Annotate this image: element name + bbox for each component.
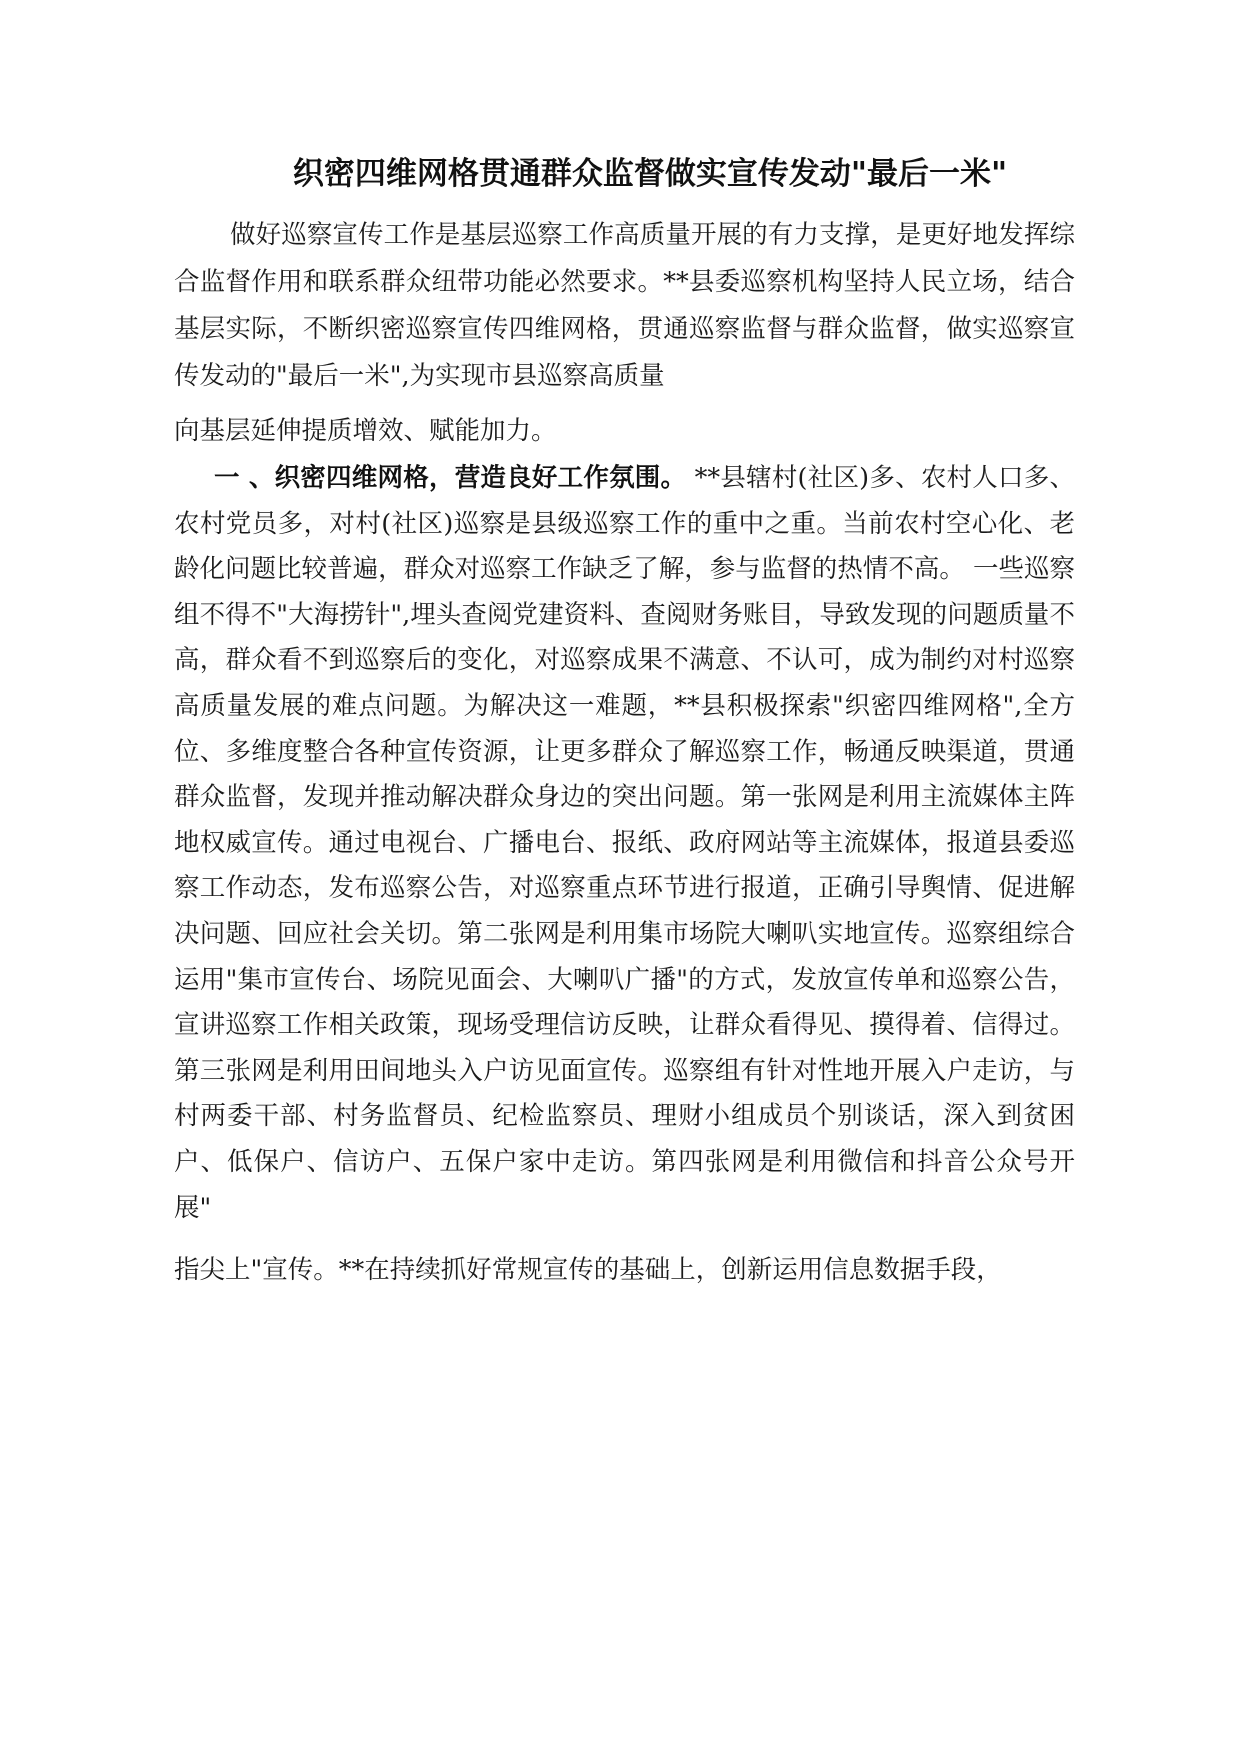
intro-paragraph: 做好巡察宣传工作是基层巡察工作高质量开展的有力支撑，是更好地发挥综合监督作用和联系群众纽带功能必然要求。**县委巡察机构坚持人民立场，结合基层实际，不断织密巡察宣传四维网格，贯通巡察监督与群众监督，做实巡察宣传发动的"最后一米",为实现市县巡察高质量: [174, 220, 1075, 391]
section-1-paragraph: [174, 456, 1075, 1231]
intro-paragraph-last-line: 向基层延伸提质增效、赋能加力。: [174, 416, 557, 446]
document-title: 织密四维网格贯通群众监督做实宣传发动"最后一米": [292, 156, 1008, 192]
section-1-heading: 一 、织密四维网格，营造良好工作氛围。: [214, 463, 687, 493]
section-1-body: **县辖村(社区)多、农村人口多、农村党员多，对村(社区)巡察是县级巡察工作的重中之重。当前农村空心化、老龄化问题比较普遍，群众对巡察工作缺乏了解，参与监督的热情不高。 一些巡察组不得不"大海捞针",埋头查阅党建资料、查阅财务账目，导致发现的问题质量不高，群众看不到巡察后的变化，对巡察成果不满意、不认可，成为制约对村巡察高质量发展的难点问题。为解决这一难题，**县积极探索"织密四维网格",全方位、多维度整合各种宣传资源，让更多群众了解巡察工作，畅通反映渠道，贯通群众监督，发现并推动解决群众身边的突出问题。第一张网是利用主流媒体主阵地权威宣传。通过电视台、广播电台、报纸、政府网站等主流媒体，报道县委巡察工作动态，发布巡察公告，对巡察重点环节进行报道，正确引导舆情、促进解决问题、回应社会关切。第二张网是利用集市场院大喇叭实地宣传。巡察组综合运用"集市宣传台、场院见面会、大喇叭广播"的方式，发放宣传单和巡察公告，宣讲巡察工作相关政策，现场受理信访反映，让群众看得见、摸得着、信得过。第三张网是利用田间地头入户访见面宣传。巡察组有针对性地开展入户走访，与村两委干部、村务监督员、纪检监察员、理财小组成员个别谈话，深入到贫困户、低保户、信访户、五保户家中走访。第四张网是利用微信和抖音公众号开展": [174, 463, 1075, 1223]
section-1-last-line: 指尖上"宣传。**在持续抓好常规宣传的基础上，创新运用信息数据手段，: [174, 1255, 1002, 1285]
